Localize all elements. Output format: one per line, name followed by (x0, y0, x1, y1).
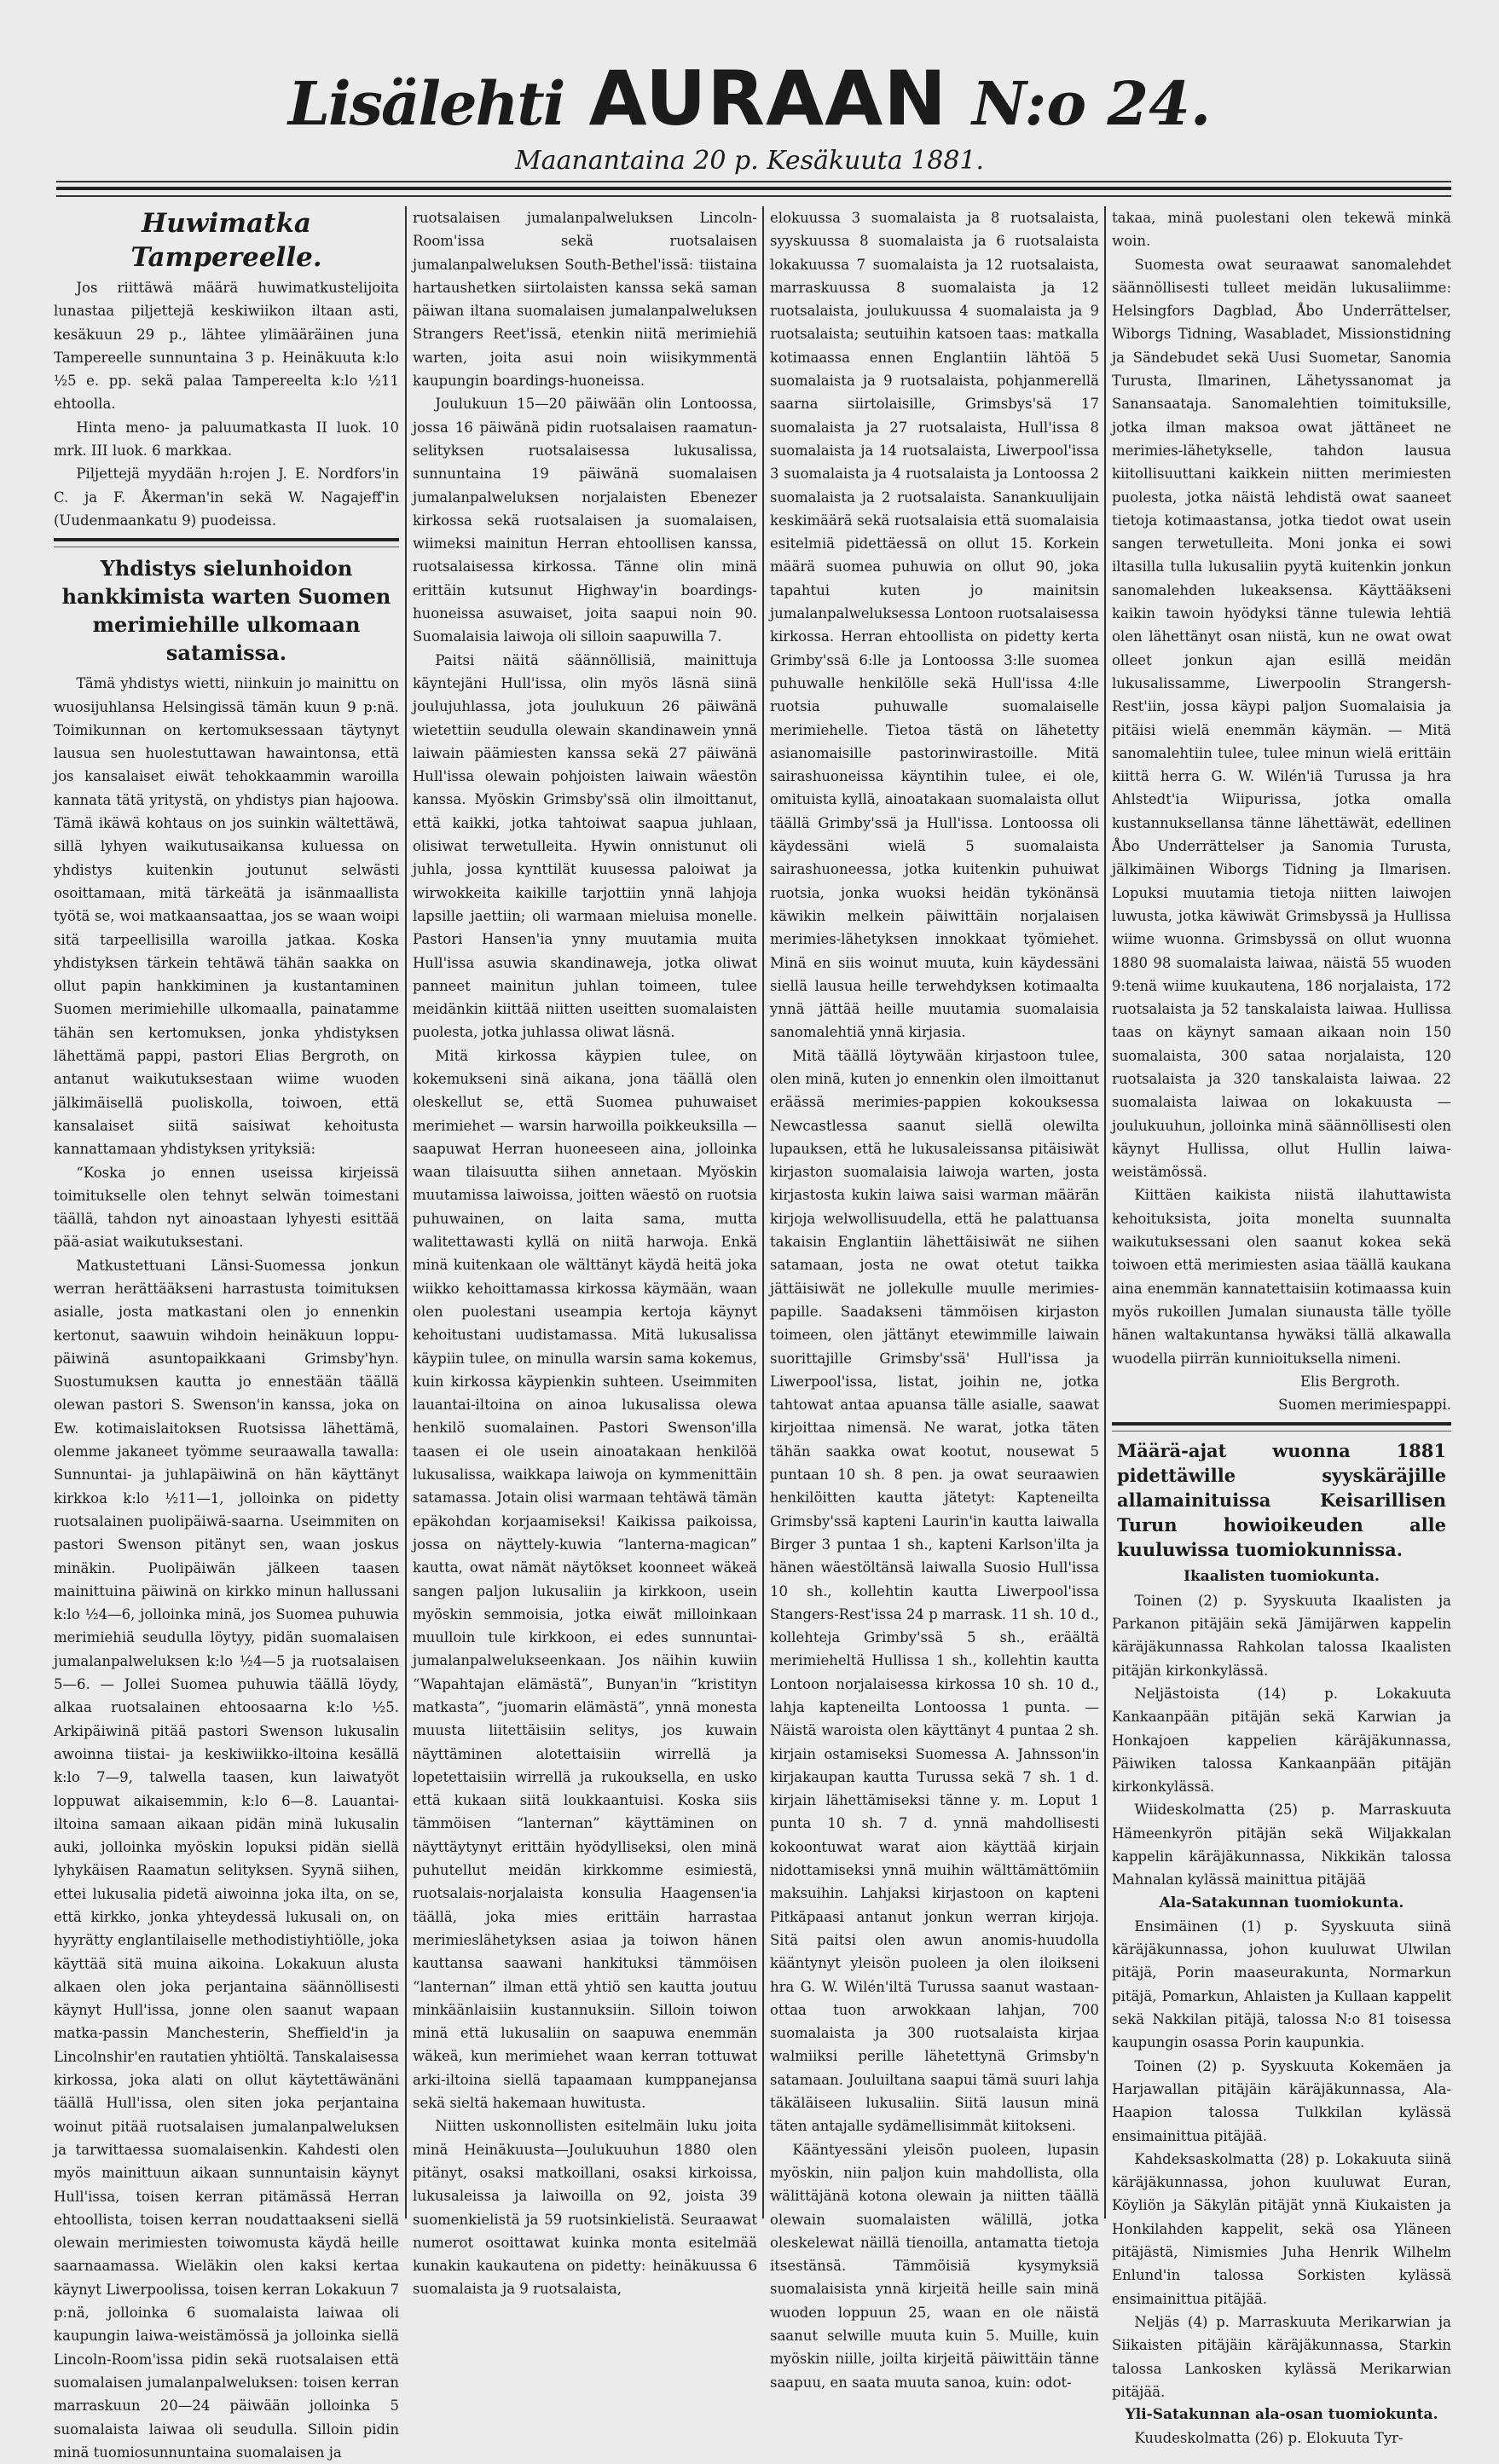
column-3 (770, 206, 1099, 2394)
paragraph: Neljästoista (14) p. Lokakuuta Kankaanpään pitäjän sekä Karwian ja Honkajoen kappelien käräjäkunnassa, Päiwiken talossa Kankaanpään pitäjän kirkonkylässä. (1112, 1685, 1451, 1796)
paragraph: Tämä yhdistys wietti, niinkuin jo mainittu on wuosijuhlansa Helsingissä tämän kuun 9 p:nä. Toimikunnan on kertomuksessaan täytynyt lausua sen huolestuttawan hawaintonsa, että jos kansalaiset eiwät tehokkaammin waroilla kannata tätä yritystä, on yhdistys pian hajoowa. Tämä ikäwä kohtaus on jos suinkin wältettäwä, sillä lyhyen waikutusaikansa kuluessa on yhdistys kuitenkin joutunut selwästi osoittamaan, mitä tärkeätä ja isänmaallista työtä se, woi matkaansaattaa, jos se waan woipi sitä tarpeellisilla waroilla jatkaa. Koska yhdistyksen tärkein tehtäwä tähän saakka on ollut papin hankkiminen ja kustantaminen Suomen merimiehille ulkomaalla, painatamme tähän sen kertomuksen, jonka yhdistyksen lähettämä pappi, pastori Elias Bergroth, on antanut waikutuksestaan wiime wuoden jälkimäisellä puoliskolla, toiwoen, että kansalaiset siitä saisiwat kehoitusta kannattamaan yhdistyksen yrityksiä: (54, 675, 399, 1158)
paragraph: Kuudeskolmatta (26) p. Elokuuta Tyr- (1134, 2430, 1404, 2447)
paragraph: Toinen (2) p. Syyskuuta Kokemäen ja Harjawallan pitäjäin käräjäkunnassa, Ala-Haapion talossa Tulkkilan kylässä ensimainittua pitäjää. (1112, 2057, 1451, 2144)
paragraph: Niitten uskonnollisten esitelmäin luku joita minä Heinäkuusta—Joulukuuhun 1880 olen pitänyt, osaksi matkoillani, osaksi kirkoissa, lukusaleissa ja laiwoilla on 92, joista 39 suomenkielistä ja 59 ruotsinkielistä. Seuraawat numerot osoittawat kuinka monta esitelmää kunakin kaukautena on pidetty: heinäkuussa 6 suomalaista ja 9 ruotsalaista, (413, 2118, 757, 2298)
paragraph: Jos riittäwä määrä huwimatkustelijoita lunastaa piljettejä keskiwiikon iltaan asti, kesäkuun 29 p., lähtee ylimääräinen juna Tampereelle sunnuntaina 3 p. Heinäkuuta k:lo ½5 e. pp. sekä palaa Tampereelta k:lo ½11 ehtoolla. (54, 280, 399, 413)
masthead-prefix: Lisälehti (287, 68, 564, 139)
column-rule (1104, 206, 1106, 2218)
masthead (0, 56, 1499, 142)
article-heading: Määrä-ajat wuonna 1881 pidettäwille syyskäräjille allamainituissa Keisarillisen Turun howioikeuden alle kuuluwissa tuomiokunnissa. (1117, 1440, 1446, 1561)
paragraph: Mitä kirkossa käypien tulee, on kokemukseni sinä aikana, jona täällä olen oleskellut se, että Suomea puhuwaiset merimiehet — warsin harwoilla poikkeuksilla — saapuwat Herran huoneeseen aina, jolloinka waan tilaisuutta siihen annetaan. Myöskin muutamissa laiwoissa, joitten wäestö on ruotsia puhuwainen, on laita sama, mutta walitettawasti kyllä on niitä harwoja. Enkä minä kuitenkaan ole wälttänyt käydä heitä joka wiikko kehoittamassa kirkossa käymään, waan olen puolestani useampia kertoja käynyt kehoitustani uudistamassa. Mitä lukusalissa käypiin tulee, on minulla warsin sama kokemus, kuin kirkossa käypienkin suhteen. Useimmiten lauantai-iltoina on ainoa lukusalissa olewa henkilö suomalainen. Pastori Swenson'illa taasen ei ole usein ainoatakaan henkilöä lukusalissa, waikkapa laiwoja on kymmenittäin satamassa. Jotain olisi warmaan tehtäwä tämän epäkohdan korjaamiseksi! Kaikissa paikoissa, jossa on näyttely-kuwia “lanterna-magican” kautta, owat nämät näytökset koonneet wäkeä sangen paljon lukusaliin ja kirkkoon, usein myöskin semmoisia, jotka eiwät milloinkaan muulloin tule kirkkoon, ei edes sunnuntai-jumalanpalwelukseenkaan. Jos näihin kuwiin “Wapahtajan elämästä”, Bunyan'in “kristityn matkasta”, “juomarin elämästä”, ynnä monesta muusta liitettäisiin selitys, jos kuwain näyttäminen alotettaisiin wirrellä ja lopetettaisiin wirrellä ja rukouksella, en usko että kukaan siitä loukkaantuisi. Koska siis tämmöisen “lanternan” käyttäminen on näyttäytynyt erittäin hyödylliseksi, olen minä puhutellut meidän kirkkomme esimiestä, ruotsalais-norjalaista konsulia Haagensen'ia täällä, joka mies erittäin harrastaa merimieslähetyksen asiaa ja toiwon hänen kauttansa saawani hankituksi tämmöisen “lanternan” ilman että yhtiö sen kautta joutuu minkäänlaisiin kustannuksiin. Silloin toiwon minä että lukusaliin on saapuwa enemmän wäkeä, kun merimiehet waan kerran tottuwat arki-iltoina siellä tapaamaan kumppanejansa sekä sieltä hakemaan huwitusta. (413, 1047, 757, 2112)
paragraph: Paitsi näitä säännöllisiä, mainittuja käyntejäni Hull'issa, olin myös läsnä siinä joulujuhlassa, jota joulukuun 26 päiwänä wietettiin seudulla olewain skandinawein ynnä laiwain päämiesten kanssa sekä 27 päiwänä Hull'issa olewain pohjoisten laiwain wäestön kanssa. Myöskin Grimsby'ssä olin ilmoittanut, että kaikki, jotka tahtoiwat saapua juhlaan, olisiwat terwetulleita. Hywin onnistunut oli juhla, jossa kynttilät kuusessa paloiwat ja wirwokkeita kaikille tarjottiin ynnä lahjoja lapsille jaettiin; oli warmaan mieluisa monelle. Pastori Hansen'ia ynny muutamia muita Hull'issa asuwia skandinaweja, jotka oliwat panneet mainitun juhlan toimeen, tulee meidänkin kiittää niitten useitten suomalaisten puolesta, jotka juhlassa oliwat läsnä. (413, 651, 757, 1041)
column-4 (1112, 206, 1451, 2450)
article-heading: Huwimatka Tampereelle. (130, 208, 322, 273)
section-divider (54, 538, 399, 547)
issue-number: N:o 24. (972, 68, 1212, 139)
paragraph: Toinen (2) p. Syyskuuta Ikaalisten ja Parkanon pitäjäin sekä Jämijärwen kappelin käräjäkunnassa Rahkolan talossa Ikaalisten pitäjän kirkonkylässä. (1112, 1592, 1451, 1679)
newspaper-title: AURAAN (588, 55, 947, 142)
article-heading: Yhdistys sielunhoidon hankkimista warten Suomen merimiehille ulkomaan satamissa. (61, 556, 391, 666)
subheading: Ikaalisten tuomiokunta. (1184, 1568, 1380, 1586)
signature-title: Suomen merimiespappi. (1278, 1397, 1451, 1414)
paragraph: Mitä täällä löytywään kirjastoon tulee, olen minä, kuten jo ennenkin olen ilmoittanut eräässä merimies-pappien kokouksessa Newcastlessa saanut siellä olewilta lupauksen, että he lukusaleissansa pitäisiwät kirjaston suomalaisia laiwoja warten, josta kirjastosta kukin laiwa saisi warman määrän kirjoja welwollisuudella, että he palattuansa takaisin Englantiin lähettäisiwät ne siihen satamaan, josta ne owat otetut taikka jättäisiwät ne jollekulle muulle merimies-papille. Saadakseni tämmöisen kirjaston toimeen, olen jättänyt etewimmille laiwain suorittajille Grimsby'ssä' Hull'issa ja Liwerpool'issa, listat, joihin ne, jotka tahtowat antaa apuansa tälle asialle, saawat kirjoittaa nimensä. Ne warat, jotka täten tähän saakka owat kootut, nousewat 5 puntaan 10 sh. 8 pen. ja owat seuraawien henkilöitten kautta jätetyt: Kapteneilta Grimsby'ssä kapteni Laurin'in kautta laiwalla Birger 3 puntaa 1 sh., kapteni Karlson'ilta ja hänen wäestöltänsä laiwalla Suosio Hull'issa 10 sh., kollehtin kautta Liwerpool'issa Stangers-Rest'issa 24 p marrask. 11 sh. 10 d., kollehteja Grimby'ssä 5 sh., eräältä merimieheltä Hullissa 1 sh., kollehtin kautta Lontoon norjalaisessa kirkossa 10 sh. 10 d., lahja kapteneilta Lontoossa 1 punta. — Näistä waroista olen käyttänyt 4 puntaa 2 sh. kirjain ostamiseksi Suomessa A. Jahnsson'in kirjakaupan kautta Turussa sekä 7 sh. 1 d. kirjain lähettämiseksi tänne y. m. Loput 1 punta 10 sh. 7 d. ynnä mahdollisesti kokoontuwat warat aion käyttää kirjain nidottamiseksi ynnä muihin wälttämättömiin maksuihin. Lahjaksi kirjastoon on kapteni Pitkäpaasi antanut jonkun werran kirjoja. Sitä paitsi olen awun anomis-huudolla kääntynyt yleisön puoleen ja olen iloikseni hra G. W. Wilén'iltä Turussa saanut wastaan-ottaa tuon arwokkaan lahjan, 700 suomalaista ja 300 ruotsalaista kirjaa walmiiksi perille lähetettynä Grimsby'n satamaan. Jouluiltana saapui tämä suuri lahja täkäläiseen lukusaliin. Siitä lausun minä täten antajalle sydämellisimmät kiitokseni. (770, 1047, 1099, 2135)
paragraph: ruotsalaisen jumalanpalweluksen Lincoln-Room'issa sekä ruotsalaisen jumalanpalweluksen South-Bethel'issä: tiistaina hartaushetken siirtolaisten kanssa sekä saman päiwan iltana suomalaisen jumalanpalweluksen Strangers Reet'issä, etenkin niitä merimiehiä warten, joita asui noin wiisikymmentä kaupungin boardings-huoneissa. (413, 210, 757, 390)
paragraph: Kiittäen kaikista niistä ilahuttawista kehoituksista, joita monelta suunnalta waikutuksessani olen saanut kokea sekä toiwoen että merimiesten asiaa täällä kaukana aina enemmän kannatettaisiin kotimaassa kuin myös rukoillen Jumalan siunausta tälle työlle hänen waltakuntansa hywäksi tällä alkawalla wuodella piirrän kunnioituksella nimeni. (1112, 1187, 1451, 1367)
paragraph: Kääntyessäni yleisön puoleen, lupasin myöskin, niin paljon kuin mahdollista, olla wälittäjänä kotona olewain ja niitten täällä olewain suomalaisten wälillä, jotka oleskelewat näillä tienoilla, antamatta tietoja itsestänsä. Tämmöisiä kysymyksiä suomalaisista ynnä kirjeitä heille sain minä wuoden loppuun 25, waan en ole näistä saanut selwille muuta kuin 5. Muille, kuin myöskin niille, joilta kirjeitä päiwittäin tänne saapuu, en saata muuta sanoa, kuin: odot- (770, 2141, 1099, 2391)
subheading: Ala-Satakunnan tuomiokunta. (1159, 1894, 1404, 1912)
column-rule (405, 206, 407, 2218)
section-divider (1112, 1422, 1451, 1432)
paragraph: Piljettejä myydään h:rojen J. E. Nordfors'in C. ja F. Åkerman'in sekä W. Nagajeff'in (Uudenmaankatu 9) puodeissa. (54, 466, 399, 529)
subheading: Yli-Satakunnan ala-osan tuomiokunta. (1125, 2406, 1438, 2424)
paragraph: elokuussa 3 suomalaista ja 8 ruotsalaista, syyskuussa 8 suomalaista ja 6 ruotsalaista lokakuussa 7 suomalaista ja 12 ruotsalaista, marraskuussa 8 suomalaista ja 12 ruotsalaista, joulukuussa 4 suomalaista ja 9 ruotsalaista; seutuihin katsoen taas: matkalla kotimaassa ennen Englantiin lähtöä 5 suomalaista ja 9 ruotsalaista, pohjanmerellä saarna siirtolaisille, Grimsbys'sä 17 suomalaista ja 27 ruotsalaista, Hull'issa 8 suomalaista ja 14 ruotsalaista, Liwerpool'issa 3 suomalaista ja 4 ruotsalaista ja Lontoossa 2 suomalaista ja 2 ruotsalaista. Sanankuulijain keskimäärä sekä ruotsalaisia että suomalaisia esitelmiä pidettäessä on ollut 15. Korkein määrä suomea puhuwia on ollut 90, joka tapahtui kuten jo mainitsin jumalanpalweluksessa Lontoon ruotsalaisessa kirkossa. Herran ehtoollista on pidetty kerta Grimby'ssä 6:lle ja Lontoossa 3:lle suomea puhuwalle henkilölle sekä Hull'issa 4:lle ruotsia puhuwalle suomalaiselle merimiehelle. Tietoa tästä on lähetetty asianomaisille pastorinwirastoille. Mitä sairashuoneissa käyntihin tulee, ei ole, omituista kyllä, ainoatakaan suomalaista ollut täällä Grimby'ssä ja Hull'issa. Lontoossa oli käydessäni wielä 5 suomalaista sairashuoneessa, jotka kuitenkin puhuiwat ruotsia, jonka wuoksi heidän tykönänsä käwikin melkein päiwittäin norjalaisen merimies-lähetyksen innokkaat työmiehet. Minä en siis woinut muuta, kuin käydessäni siellä lausua heille terwehdyksen kotimaalta ynnä jättää heille muutamia suomalaisia sanomalehtiä ynnä kirjasia. (770, 210, 1099, 1041)
paragraph: takaa, minä puolestani olen tekewä minkä woin. (1112, 210, 1451, 250)
masthead-rule (56, 181, 1451, 197)
column-1 (54, 206, 399, 2464)
issue-date: Maanantaina 20 p. Kesäkuuta 1881. (514, 146, 985, 176)
paragraph: Ensimäinen (1) p. Syyskuuta siinä käräjäkunnassa, johon kuuluwat Ulwilan pitäjä, Porin maaseurakunta, Normarkun pitäjä, Pomarkun, Ahlaisten ja Kullaan kappelit sekä Nakkilan pitäjä, talossa N:o 81 toisessa kaupungin osassa Porin kaupunkia. (1112, 1917, 1451, 2051)
signature-name: Elis Bergroth. (1300, 1373, 1400, 1390)
column-2 (413, 206, 757, 2301)
column-rule (762, 206, 764, 2218)
paragraph: Hinta meno- ja paluumatkasta II luok. 10 mrk. III luok. 6 markkaa. (54, 419, 399, 460)
paragraph: Wiideskolmatta (25) p. Marraskuuta Hämeenkyrön pitäjän sekä Wiljakkalan kappelin käräjäkunnassa, Nikkikän talossa Mahnalan kylässä mainittua pitäjää (1112, 1802, 1451, 1888)
paragraph: Matkustettuani Länsi-Suomessa jonkun werran herättääkseni harrastusta toimituksen asialle, josta matkastani olen jo ennenkin kertonut, saawuin wihdoin heinäkuun loppu-päiwinä asuntopaikkaani Grimsby'hyn. Suostumuksen kautta jo ennestään täällä olewan pastori S. Swenson'in kanssa, joka on Ew. kotimaislaitoksen Ruotsissa lähettämä, olemme jakaneet työmme seuraawalla tawalla: Sunnuntai- ja juhlapäiwinä on hän käyttänyt kirkkoa k:lo ½11—1, jolloinka on pidetty ruotsalainen puolipäiwä-saarna. Useimmiten on pastori Swenson pitänyt sen, waan joskus minäkin. Puolipäiwän jälkeen taasen mainittuina päiwinä on kirkko minun hallussani k:lo ½4—6, jolloinka minä, jos Suomea puhuwia merimiehiä seudulla löytyy, pidän suomalaisen jumalanpalweluksen k:lo ½4—5 ja ruotsalaisen 5—6. — Jollei Suomea puhuwia täällä löydy, alkaa ruotsalainen ehtoosaarna k:lo ½5. Arkipäiwinä pitää pastori Swenson lukusalin awoinna tiistai- ja keskiwiikko-iltoina kesällä k:lo 7—9, talwella taasen, kun laiwatyöt loppuwat aikaisemmin, k:lo 6—8. Lauantai-iltoina samaan aikaan pidän minä lukusalin auki, jolloinka myöskin lopuksi pidän siellä lyhykäisen Raamatun selityksen. Syynä siihen, ettei lukusalia pidetä aiwoinna joka ilta, on se, että kirkko, jonka yhteydessä lukusali on, on hyyrätty englantilaiselle methodistiyhtiölle, joka käyttää sitä muina aikoina. Lokakuun alusta alkaen olen joka perjantaina säännöllisesti käynyt Hull'issa, jonne olen saanut wapaan matka-passin Manchesterin, Sheffield'in ja Lincolnshir'en rautatien yhtiöltä. Tanskalaisessa kirkossa, joka alati on ollut käytettäwänäni täällä Hull'issa, olen siten joka perjantaina woinut pitää ruotsalaisen jumalanpalweluksen ja tarwittaessa suomalaisenkin. Kahdesti olen myös mainittuun aikaan sunnuntaisin käynyt Hull'issa, toisen kerran pitämässä Herran ehtoollista, toisen kerran noudattaakseni siellä olewain merimiesten toiwomusta käydä heille saarnaamassa. Wieläkin olen kaksi kertaa käynyt Liwerpoolissa, toisen kerran Lokakuun 7 p:nä, jolloinka 6 suomalaista laiwaa oli kaupungin laiwa-weistämössä ja jolloinka siellä Lincoln-Room'issa pidin sekä ruotsalaisen että suomalaisen jumalanpalweluksen: toisen kerran marraskuun 20—24 päiwään jolloinka 5 suomalaista laiwaa oli seudulla. Silloin pidin minä tuomiosunnuntaina suomalaisen ja (54, 1257, 399, 2461)
paragraph: Neljäs (4) p. Marraskuuta Merikarwian ja Siikaisten pitäjäin käräjäkunnassa, Starkin talossa Lankosken kylässä Merikarwian pitäjää. (1112, 2313, 1451, 2400)
paragraph: Suomesta owat seuraawat sanomalehdet säännöllisesti tulleet meidän lukusaliimme: Helsingfors Dagblad, Åbo Underrättelser, Wiborgs Tidning, Wasabladet, Missionstidning ja Sändebudet sekä Uusi Suometar, Sanomia Turusta, Ilmarinen, Lähetyssanomat ja Sanansaataja. Sanomalehtien toimituksille, jotka ilman maksoa owat jättäneet ne merimies-lähetykselle, tahdon lausua kiitollisuuttani kaikkein niitten merimiesten puolesta, jotka näistä lehdistä owat saaneet tietoja kotimaastansa, jotka tiedot owat usein sangen terwetulleita. Moni jonka ei sowi iltasilla tulla lukusaliin pyytä kuitenkin jonkun sanomalehden lukeaksensa. Käyttääkseni kaikin tawoin hyödyksi tänne tulewia lehtiä olen lähettänyt osan niistä, kun ne owat owat olleet jonkun ajan esillä meidän lukusalissamme, Liwerpoolin Strangersh-Rest'iin, jossa käypi paljon Suomalaisia ja pitäisi wielä enemmän käymän. — Mitä sanomalehtiin tulee, tulee minun wielä erittäin kiittä herra G. W. Wilén'iä Turussa ja hra Ahlstedt'ia Wiipurissa, jotka omalla kustannuksellansa tänne lähettäwät, edellinen Åbo Underrättelser ja Sanomia Turusta, jälkimäinen Wiborgs Tidning ja Ilmarisen. Lopuksi muutamia tietoja niitten laiwojen luwusta, jotka käwiwät Grimsbyssä ja Hullissa wiime wuonna. Grimsbyssä on ollut wuonna 1880 98 suomalaista laiwaa, näistä 55 wuoden 9:tenä wiime kuukautena, 186 norjalaista, 172 ruotsalaista ja 52 tanskalaista laiwaa. Hullissa taas on käynyt samaan aikaan noin 150 suomalaista, 300 sataa norjalaista, 120 ruotsalaista ja 320 tanskalaista laiwaa. 22 suomalaista laiwaa on lokakuusta — joulukuuhun, jolloinka minä säännöllisesti olen käynyt Hullissa, ollut Hullin laiwa-weistämössä. (1112, 256, 1451, 1181)
paragraph: Kahdeksaskolmatta (28) p. Lokakuuta siinä käräjäkunnassa, johon kuuluwat Euran, Köyliön ja Säkylän pitäjät ynnä Kiukaisten ja Honkilahden kappelit, sekä osa Yläneen pitäjästä, Nimismies Juha Henrik Wilhelm Enlund'in talossa Sorkisten kylässä ensimainittua pitäjää. (1112, 2150, 1451, 2307)
paragraph: Joulukuun 15—20 päiwään olin Lontoossa, jossa 16 päiwänä pidin ruotsalaisen raamatun-selityksen ruotsalaisessa lukusalissa, sunnuntaina 19 päiwänä suomalaisen jumalanpalweluksen norjalaisten Ebenezer kirkossa sekä ruotsalaisen ja suomalaisen, wiimeksi mainitun Herran ehtoollisen kanssa, ruotsalaisessa kirkossa. Tänne olin minä erittäin kutsunut Highway'in boardings-huoneissa asuwaiset, joita saapui noin 90. Suomalaisia laiwoja oli silloin saapuwilla 7. (413, 396, 757, 645)
paragraph: “Koska jo ennen useissa kirjeissä toimitukselle olen tehnyt selwän toimestani täällä, tahdon nyt ainoastaan lyhyesti esittää pää-asiat waikutuksestani. (54, 1164, 399, 1251)
